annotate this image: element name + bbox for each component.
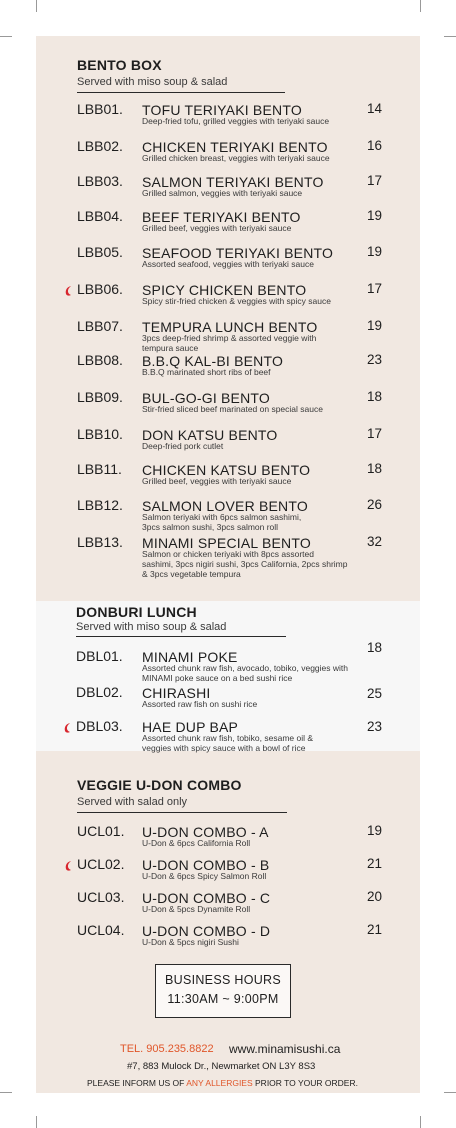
item-code: UCL04.: [77, 922, 125, 938]
item-code: LBB01.: [77, 101, 123, 117]
item-code: LBB12.: [77, 497, 123, 513]
item-price: 17: [366, 426, 382, 441]
footer-notice-pre: PLEASE INFORM US OF: [87, 1078, 187, 1088]
item-description: Grilled beef, veggies with teriyaki sauce: [142, 476, 292, 486]
item-description: Assorted chunk raw fish, avocado, tobiko, veggies with: [142, 663, 348, 673]
footer-notice: [87, 1078, 358, 1088]
veggie-title: VEGGIE U-DON COMBO: [77, 777, 242, 793]
item-description: Salmon or chicken teriyaki with 8pcs assorted: [142, 549, 314, 559]
crop-mark: [444, 1092, 456, 1093]
item-code: UCL01.: [77, 823, 125, 839]
item-price: 19: [366, 208, 382, 223]
item-code: LBB09.: [77, 389, 123, 405]
item-description: Assorted chunk raw fish, tobiko, sesame oil &: [142, 733, 314, 743]
item-name: SALMON TERIYAKI BENTO: [142, 174, 324, 190]
item-code: LBB02.: [77, 138, 123, 154]
crop-mark: [36, 0, 37, 12]
item-name: SALMON LOVER BENTO: [142, 498, 308, 514]
item-price: 23: [366, 719, 382, 734]
item-description: U-Don & 6pcs California Roll: [142, 838, 251, 848]
item-name: DON KATSU BENTO: [142, 427, 278, 443]
item-name: CHICKEN KATSU BENTO: [142, 462, 311, 478]
item-description: tempura sauce: [142, 343, 199, 353]
item-code: DBL01.: [76, 648, 123, 664]
item-price: 18: [366, 389, 382, 404]
item-code: LBB10.: [77, 426, 123, 442]
crop-mark: [0, 1092, 12, 1093]
item-name: TEMPURA LUNCH BENTO: [142, 319, 318, 335]
crop-mark: [0, 36, 12, 37]
item-code: LBB13.: [77, 534, 123, 550]
footer-tel: TEL. 905.235.8822: [120, 1043, 214, 1055]
crop-mark: [420, 1116, 421, 1128]
item-code: LBB06.: [77, 281, 123, 297]
item-code: UCL02.: [77, 856, 125, 872]
footer-notice-post: PRIOR TO YOUR ORDER.: [252, 1078, 358, 1088]
crop-mark: [420, 0, 421, 12]
item-price: 16: [366, 138, 382, 153]
business-hours-time: 11:30AM ~ 9:00PM: [167, 992, 279, 1006]
bento-title: BENTO BOX: [77, 57, 162, 73]
item-code: DBL02.: [76, 684, 123, 700]
item-description: U-Don & 5pcs Dynamite Roll: [142, 904, 251, 914]
item-code: LBB04.: [77, 208, 123, 224]
footer-address: #7, 883 Mulock Dr., Newmarket ON L3Y 8S3: [127, 1061, 316, 1072]
item-code: LBB08.: [77, 352, 123, 368]
item-price: 20: [366, 889, 382, 904]
item-description: Stir-fried sliced beef marinated on special sauce: [142, 404, 323, 414]
item-price: 18: [366, 461, 382, 476]
item-name: TOFU TERIYAKI BENTO: [142, 102, 302, 118]
item-price: 25: [366, 686, 382, 701]
item-description: U-Don & 5pcs nigiri Sushi: [142, 937, 239, 947]
item-price: 18: [366, 640, 382, 655]
item-description: Deep-fried tofu, grilled veggies with teriyaki sauce: [142, 116, 330, 126]
veggie-subtitle: Served with salad only: [77, 796, 188, 808]
item-description: 3pcs deep-fried shrimp & assorted veggie with: [142, 333, 317, 343]
chili-pepper-icon: [63, 721, 72, 733]
item-price: 32: [366, 534, 382, 549]
item-description: U-Don & 6pcs Spicy Salmon Roll: [142, 871, 267, 881]
footer-website: www.minamisushi.ca: [229, 1042, 341, 1056]
item-price: 21: [366, 856, 382, 871]
donburi-title: DONBURI LUNCH: [76, 604, 197, 620]
item-price: 14: [366, 101, 382, 116]
item-name: SPICY CHICKEN BENTO: [142, 282, 307, 298]
item-description: Grilled salmon, veggies with teriyaki sauce: [142, 188, 303, 198]
crop-mark: [444, 36, 456, 37]
item-price: 17: [366, 281, 382, 296]
item-description: MINAMI poke sauce on a bed sushi rice: [142, 673, 293, 683]
item-price: 17: [366, 173, 382, 188]
business-hours-box: [155, 964, 291, 1018]
item-code: LBB07.: [77, 318, 123, 334]
chili-pepper-icon: [64, 284, 73, 296]
item-description: Salmon teriyaki with 6pcs salmon sashimi,: [142, 512, 302, 522]
item-name: MINAMI POKE: [142, 649, 238, 665]
item-price: 21: [366, 922, 382, 937]
item-code: UCL03.: [77, 889, 125, 905]
item-code: LBB03.: [77, 173, 123, 189]
item-description: & 3pcs vegetable tempura: [142, 569, 241, 579]
item-name: SEAFOOD TERIYAKI BENTO: [142, 245, 334, 261]
business-hours-label: BUSINESS HOURS: [164, 973, 282, 987]
item-description: veggies with spicy sauce with a bowl of rice: [142, 743, 306, 753]
footer-notice-highlight: ANY ALLERGIES: [186, 1078, 253, 1088]
item-price: 26: [366, 497, 382, 512]
item-description: Assorted seafood, veggies with teriyaki sauce: [142, 259, 314, 269]
item-name: HAE DUP BAP: [142, 719, 239, 735]
item-price: 19: [366, 318, 382, 333]
item-name: BUL-GO-GI BENTO: [142, 390, 270, 406]
item-code: LBB11.: [77, 461, 122, 477]
item-name: MINAMI SPECIAL BENTO: [142, 535, 311, 551]
veggie-rule: [77, 812, 287, 813]
item-description: Assorted raw fish on sushi rice: [142, 699, 258, 709]
donburi-rule: [76, 636, 286, 637]
donburi-subtitle: Served with miso soup & salad: [76, 621, 227, 633]
item-description: Grilled beef, veggies with teriyaki sauce: [142, 223, 292, 233]
item-description: Deep-fried pork cutlet: [142, 441, 224, 451]
item-price: 23: [366, 352, 382, 367]
item-name: U-DON COMBO - A: [142, 824, 269, 840]
bento-rule: [77, 92, 285, 93]
item-name: U-DON COMBO - B: [142, 857, 270, 873]
item-name: U-DON COMBO - D: [142, 923, 271, 939]
item-name: CHICKEN TERIYAKI BENTO: [142, 139, 328, 155]
item-code: LBB05.: [77, 244, 123, 260]
item-price: 19: [366, 244, 382, 259]
item-description: 3pcs salmon sushi, 3pcs salmon roll: [142, 522, 279, 532]
chili-pepper-icon: [64, 859, 73, 871]
item-price: 19: [366, 823, 382, 838]
crop-mark: [36, 1116, 37, 1128]
item-name: B.B.Q KAL-BI BENTO: [142, 353, 284, 369]
item-description: Spicy stir-fried chicken & veggies with spicy sauce: [142, 296, 331, 306]
bento-subtitle: Served with miso soup & salad: [77, 76, 228, 88]
item-description: Grilled chicken breast, veggies with teriyaki sauce: [142, 153, 330, 163]
item-code: DBL03.: [76, 718, 123, 734]
item-name: CHIRASHI: [142, 685, 211, 701]
item-name: U-DON COMBO - C: [142, 890, 271, 906]
item-description: B.B.Q marinated short ribs of beef: [142, 367, 271, 377]
item-description: sashimi, 3pcs nigiri sushi, 3pcs California, 2pcs shrimp: [142, 559, 348, 569]
item-name: BEEF TERIYAKI BENTO: [142, 209, 301, 225]
